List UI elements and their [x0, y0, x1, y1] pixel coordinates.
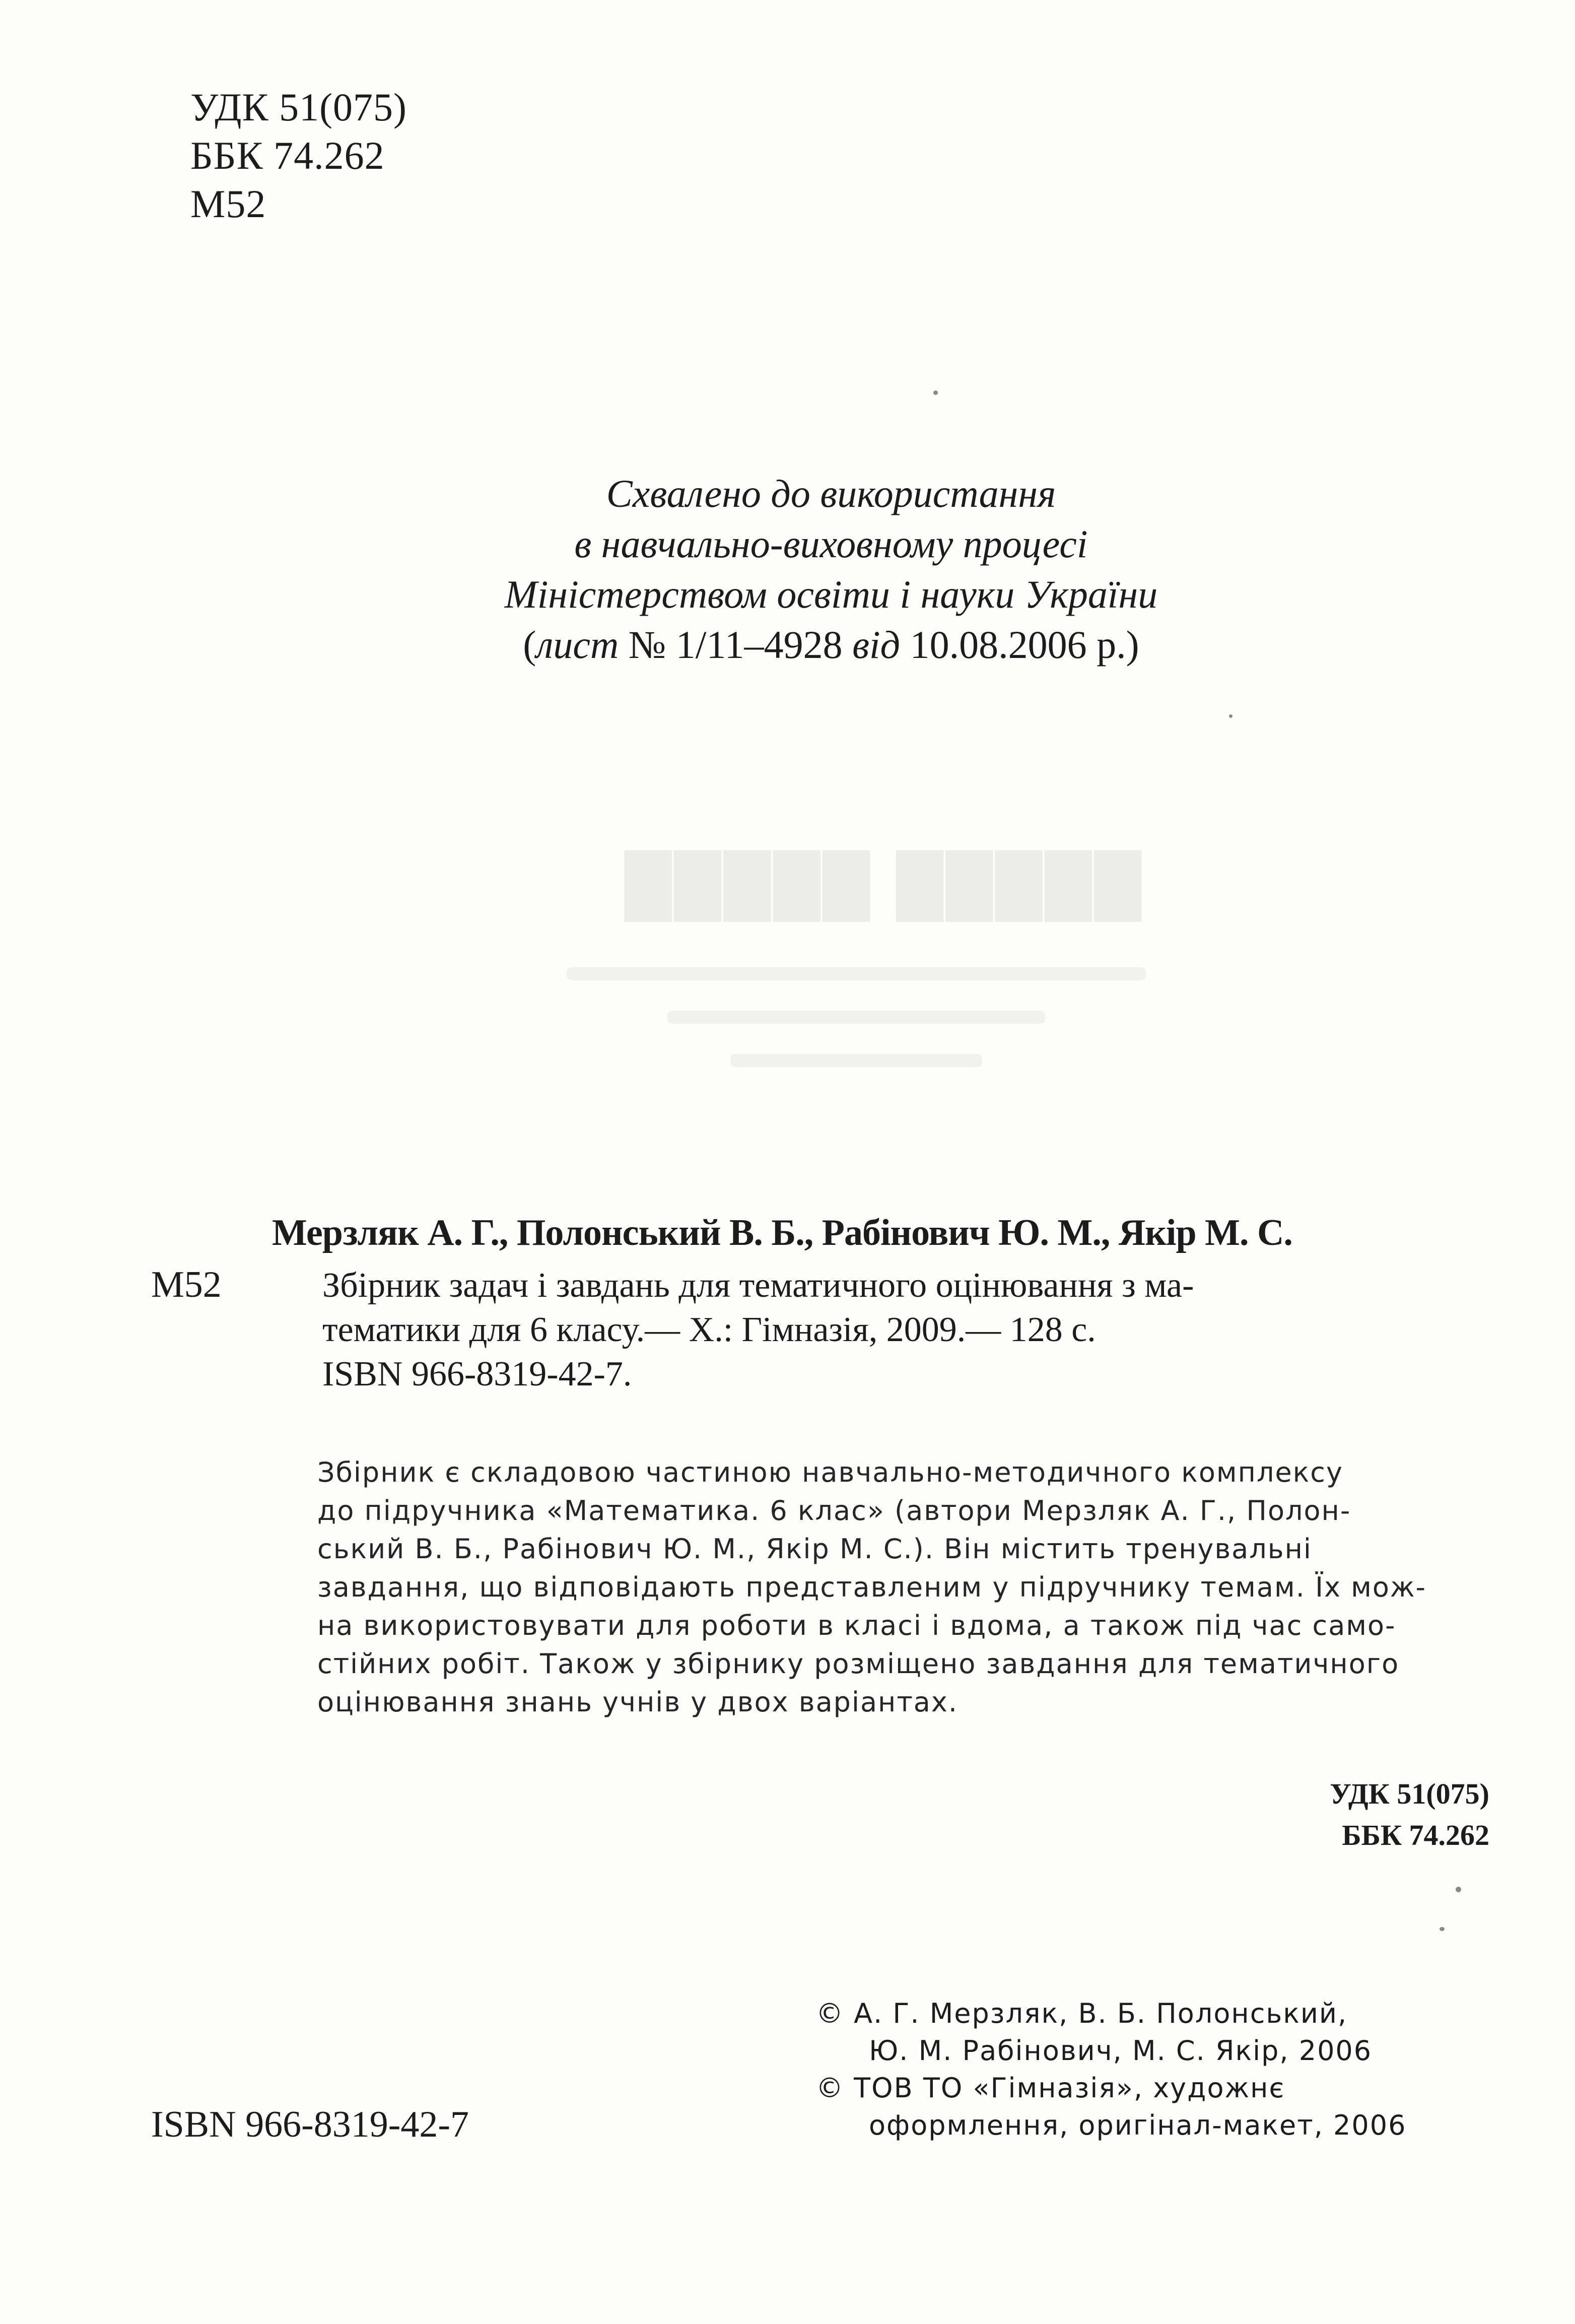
annotation-line: стійних робіт. Також у збірнику розміщено завдання для тематичного: [317, 1648, 1400, 1680]
show-through-ghost: █████ █████: [622, 851, 1141, 921]
annotation-paragraph: [317, 1453, 1491, 1721]
copyright-line-2: Ю. М. Рабінович, М. С. Якір, 2006: [869, 2035, 1373, 2067]
copyright-line-1: © А. Г. Мерзляк, В. Б. Полонський,: [816, 1998, 1348, 2029]
approval-line-3: Міністерством освіти і науки України: [504, 572, 1158, 616]
annotation-line: ський В. Б., Рабінович Ю. М., Якір М. С.). Він містить тренувальні: [317, 1533, 1312, 1565]
show-through-lines: [504, 967, 1209, 1097]
title-line-2: тематики для 6 класу.— Х.: Гімназія, 2009.— 128 с.: [322, 1310, 1096, 1349]
copyright-line-3: © ТОВ ТО «Гімназія», художнє: [816, 2072, 1285, 2104]
annotation-line: Збірник є складовою частиною навчально-методичного комплексу: [317, 1456, 1343, 1488]
scan-speck: [1456, 1887, 1461, 1892]
approval-line-1: Схвалено до використання: [606, 472, 1056, 515]
udk-code-bottom: УДК 51(075): [1330, 1777, 1489, 1810]
scan-speck: [1440, 1927, 1445, 1931]
bbk-code-bottom: ББК 74.262: [1342, 1819, 1489, 1851]
approval-word-from: від: [852, 623, 901, 667]
title-line-1: Збірник задач і завдань для тематичного оцінювання з ма-: [322, 1266, 1194, 1305]
record-code: М52: [151, 1264, 222, 1305]
annotation-line: до підручника «Математика. 6 клас» (автори Мерзляк А. Г., Полон-: [317, 1495, 1351, 1526]
approval-line-2: в навчально-виховному процесі: [574, 522, 1088, 566]
classification-bottom: [1330, 1773, 1489, 1856]
bibliographic-description: [322, 1264, 1481, 1397]
authors-heading: Мерзляк А. Г., Полонський В. Б., Рабінович Ю. М., Якір М. С.: [272, 1212, 1292, 1253]
approval-letter-number: № 1/11–4928: [619, 623, 853, 667]
approval-word-letter: лист: [536, 623, 619, 667]
bbk-code: ББК 74.262: [190, 134, 385, 177]
scan-speck: [933, 390, 938, 395]
copyright-line-4: оформлення, оригінал-макет, 2006: [869, 2109, 1407, 2141]
record-isbn: ISBN 966-8319-42-7.: [322, 1355, 632, 1393]
udk-code: УДК 51(075): [190, 85, 407, 129]
isbn-bottom: ISBN 966-8319-42-7: [151, 2104, 469, 2145]
approval-line-4: [453, 620, 1209, 670]
annotation-line: завдання, що відповідають представленим у підручнику темам. Їх мож-: [317, 1571, 1427, 1603]
annotation-line: оцінювання знань учнів у двох варіантах.: [317, 1686, 958, 1718]
author-mark-code: М52: [190, 182, 266, 226]
approval-block: [453, 469, 1209, 670]
approval-open-paren: (: [523, 623, 536, 667]
annotation-line: на використовувати для роботи в класі і вдома, а також під час само-: [317, 1610, 1396, 1641]
classification-top: [190, 83, 407, 228]
copyright-block: [816, 1995, 1406, 2144]
approval-date: 10.08.2006 р.): [900, 623, 1139, 667]
scan-speck: [1229, 714, 1232, 718]
